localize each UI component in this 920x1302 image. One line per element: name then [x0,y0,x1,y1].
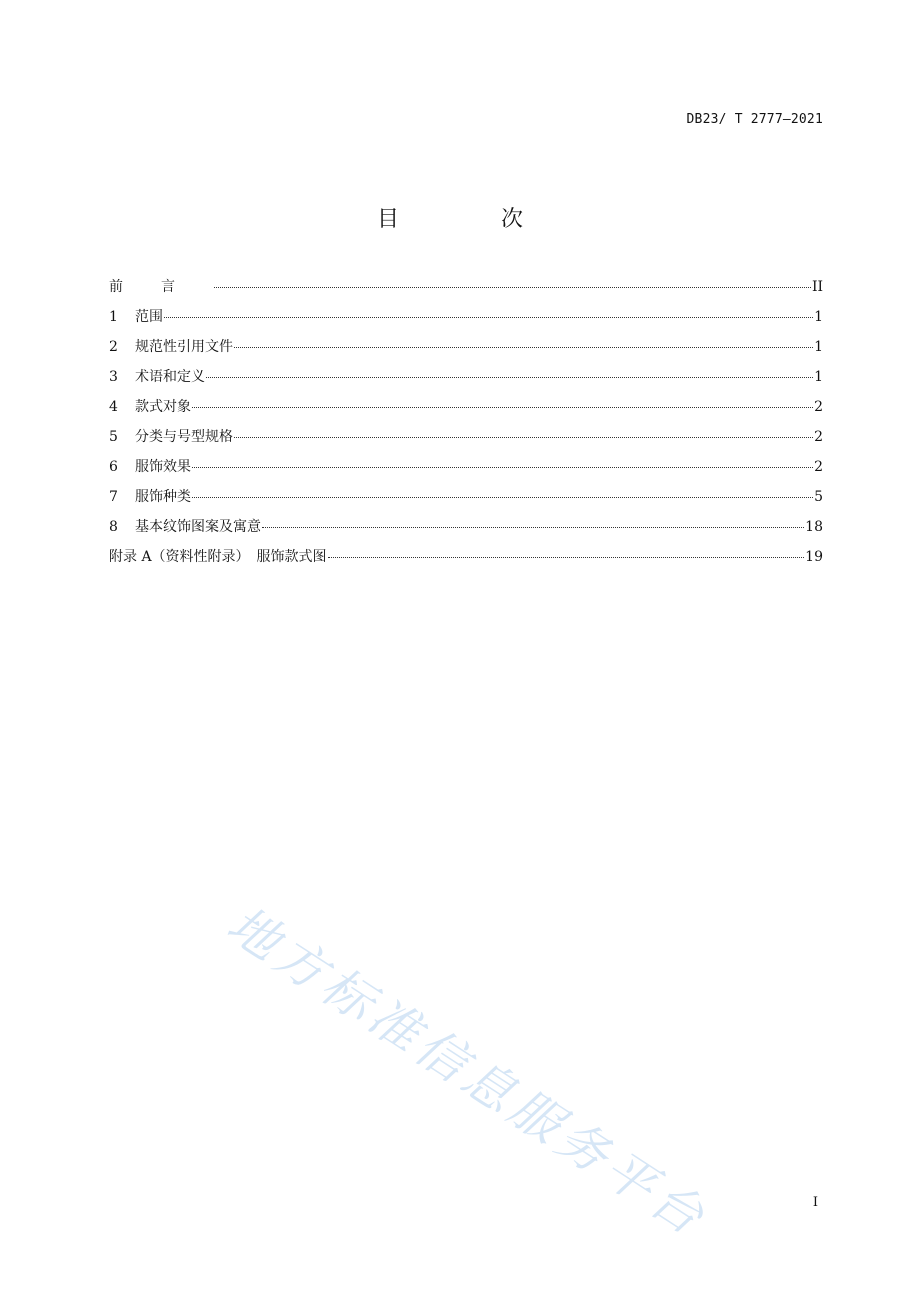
toc-leader-dots [234,436,813,438]
toc-leader-dots [234,346,813,348]
toc-entry-7[interactable] [109,486,823,516]
toc-entry-number: 4 [109,399,118,415]
toc-leader-dots [192,496,813,498]
toc-entry-page: 18 [805,519,823,535]
toc-entry-label: 前言 [109,279,213,295]
toc-entry-number: 2 [109,339,118,355]
toc-entry-page: 2 [814,429,823,445]
toc-entry-number: 8 [109,519,118,535]
table-of-contents [109,276,823,576]
toc-entry-number: 6 [109,459,118,475]
toc-leader-dots [328,556,805,558]
toc-entry-label: 术语和定义 [135,369,205,385]
toc-entry-page: 2 [814,399,823,415]
toc-entry-number: 5 [109,429,118,445]
toc-entry-foreword[interactable] [109,276,823,306]
toc-entry-page: 1 [814,309,823,325]
toc-entry-number: 3 [109,369,118,385]
toc-entry-label: 分类与号型规格 [135,429,233,445]
toc-entry-page: II [811,279,823,295]
toc-leader-dots [192,466,813,468]
toc-entry-label: 附录 A（资料性附录） 服饰款式图 [109,549,327,565]
toc-entry-label: 范围 [135,309,163,325]
toc-entry-5[interactable] [109,426,823,456]
toc-entry-page: 5 [814,489,823,505]
toc-entry-6[interactable] [109,456,823,486]
toc-entry-3[interactable] [109,366,823,396]
toc-entry-label: 规范性引用文件 [135,339,233,355]
toc-leader-dots [206,376,813,378]
watermark: 地方标准信息服务平台 [217,895,719,1249]
toc-entry-label: 服饰种类 [135,489,191,505]
toc-entry-number: 1 [109,309,118,325]
toc-leader-dots [192,406,813,408]
toc-leader-dots [262,526,804,528]
toc-entry-4[interactable] [109,396,823,426]
toc-entry-label: 款式对象 [135,399,191,415]
toc-entry-page: 1 [814,339,823,355]
toc-entry-1[interactable] [109,306,823,336]
toc-entry-2[interactable] [109,336,823,366]
toc-entry-8[interactable] [109,516,823,546]
toc-entry-page: 2 [814,459,823,475]
standard-code: DB23/ T 2777—2021 [686,112,823,127]
toc-entry-page: 19 [805,549,823,565]
toc-entry-page: 1 [814,369,823,385]
toc-entry-number: 7 [109,489,118,505]
toc-entry-label: 服饰效果 [135,459,191,475]
toc-entry-label: 基本纹饰图案及寓意 [135,519,261,535]
toc-leader-dots [164,316,813,318]
page-number: I [812,1195,818,1210]
toc-title: 目 次 [376,207,563,232]
toc-leader-dots [214,286,811,288]
toc-entry-appendix-a[interactable] [109,546,823,576]
